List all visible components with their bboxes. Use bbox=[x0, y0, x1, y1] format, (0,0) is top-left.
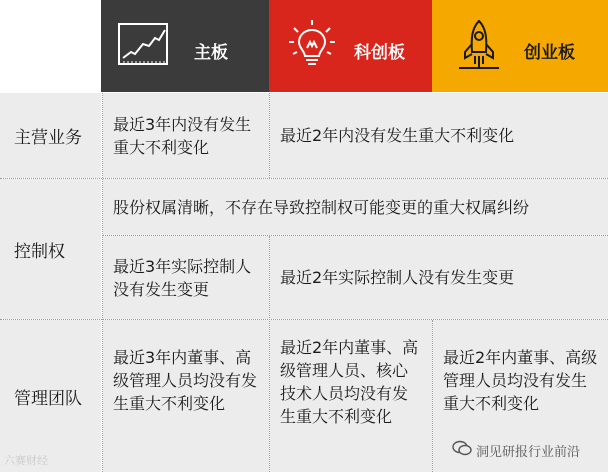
cell-management-main-board: 最近3年内董事、高级管理人员均没有发生重大不利变化 bbox=[103, 320, 269, 472]
watermark-left: 六赛财经 bbox=[4, 454, 48, 467]
cell-control-star-gem: 最近2年实际控制人没有发生变更 bbox=[270, 236, 608, 319]
column-divider bbox=[102, 93, 103, 472]
cell-control-main-board: 最近3年实际控制人没有发生变更 bbox=[103, 236, 269, 319]
row-label-control: 控制权 bbox=[0, 179, 101, 319]
row-divider bbox=[0, 319, 608, 320]
header-main-board bbox=[101, 0, 269, 92]
column-divider bbox=[432, 320, 433, 472]
lightbulb-icon bbox=[285, 18, 339, 77]
cell-main-business-main-board: 最近3年内没有发生重大不利变化 bbox=[103, 93, 269, 178]
row-divider bbox=[103, 235, 608, 236]
column-divider bbox=[269, 236, 270, 472]
rocket-icon bbox=[454, 18, 504, 77]
watermark-right bbox=[452, 440, 580, 460]
cell-main-business-star-gem: 最近2年内没有发生重大不利变化 bbox=[270, 93, 608, 178]
wechat-icon bbox=[452, 440, 472, 460]
row-label-main-business: 主营业务 bbox=[0, 93, 101, 178]
header-gem-label: 创业板 bbox=[524, 43, 575, 63]
header-gem bbox=[432, 0, 608, 92]
header-star-market bbox=[269, 0, 432, 92]
cell-management-star-market: 最近2年内董事、高级管理人员、核心技术人员均没有发生重大不利变化 bbox=[270, 320, 432, 472]
header-main-board-label: 主板 bbox=[194, 43, 228, 63]
line-chart-icon bbox=[117, 18, 169, 75]
header-star-market-label: 科创板 bbox=[354, 43, 405, 63]
cell-management-gem: 最近2年内董事、高级管理人员均没有发生重大不利变化 bbox=[433, 320, 608, 472]
row-label-management: 管理团队 bbox=[0, 320, 101, 472]
watermark-right-text: 洞见研报行业前沿 bbox=[476, 444, 581, 460]
cell-control-all-boards: 股份权属清晰，不存在导致控制权可能变更的重大权属纠纷 bbox=[103, 179, 608, 235]
column-divider bbox=[269, 93, 270, 178]
row-divider bbox=[0, 178, 608, 179]
table-corner bbox=[0, 0, 101, 92]
